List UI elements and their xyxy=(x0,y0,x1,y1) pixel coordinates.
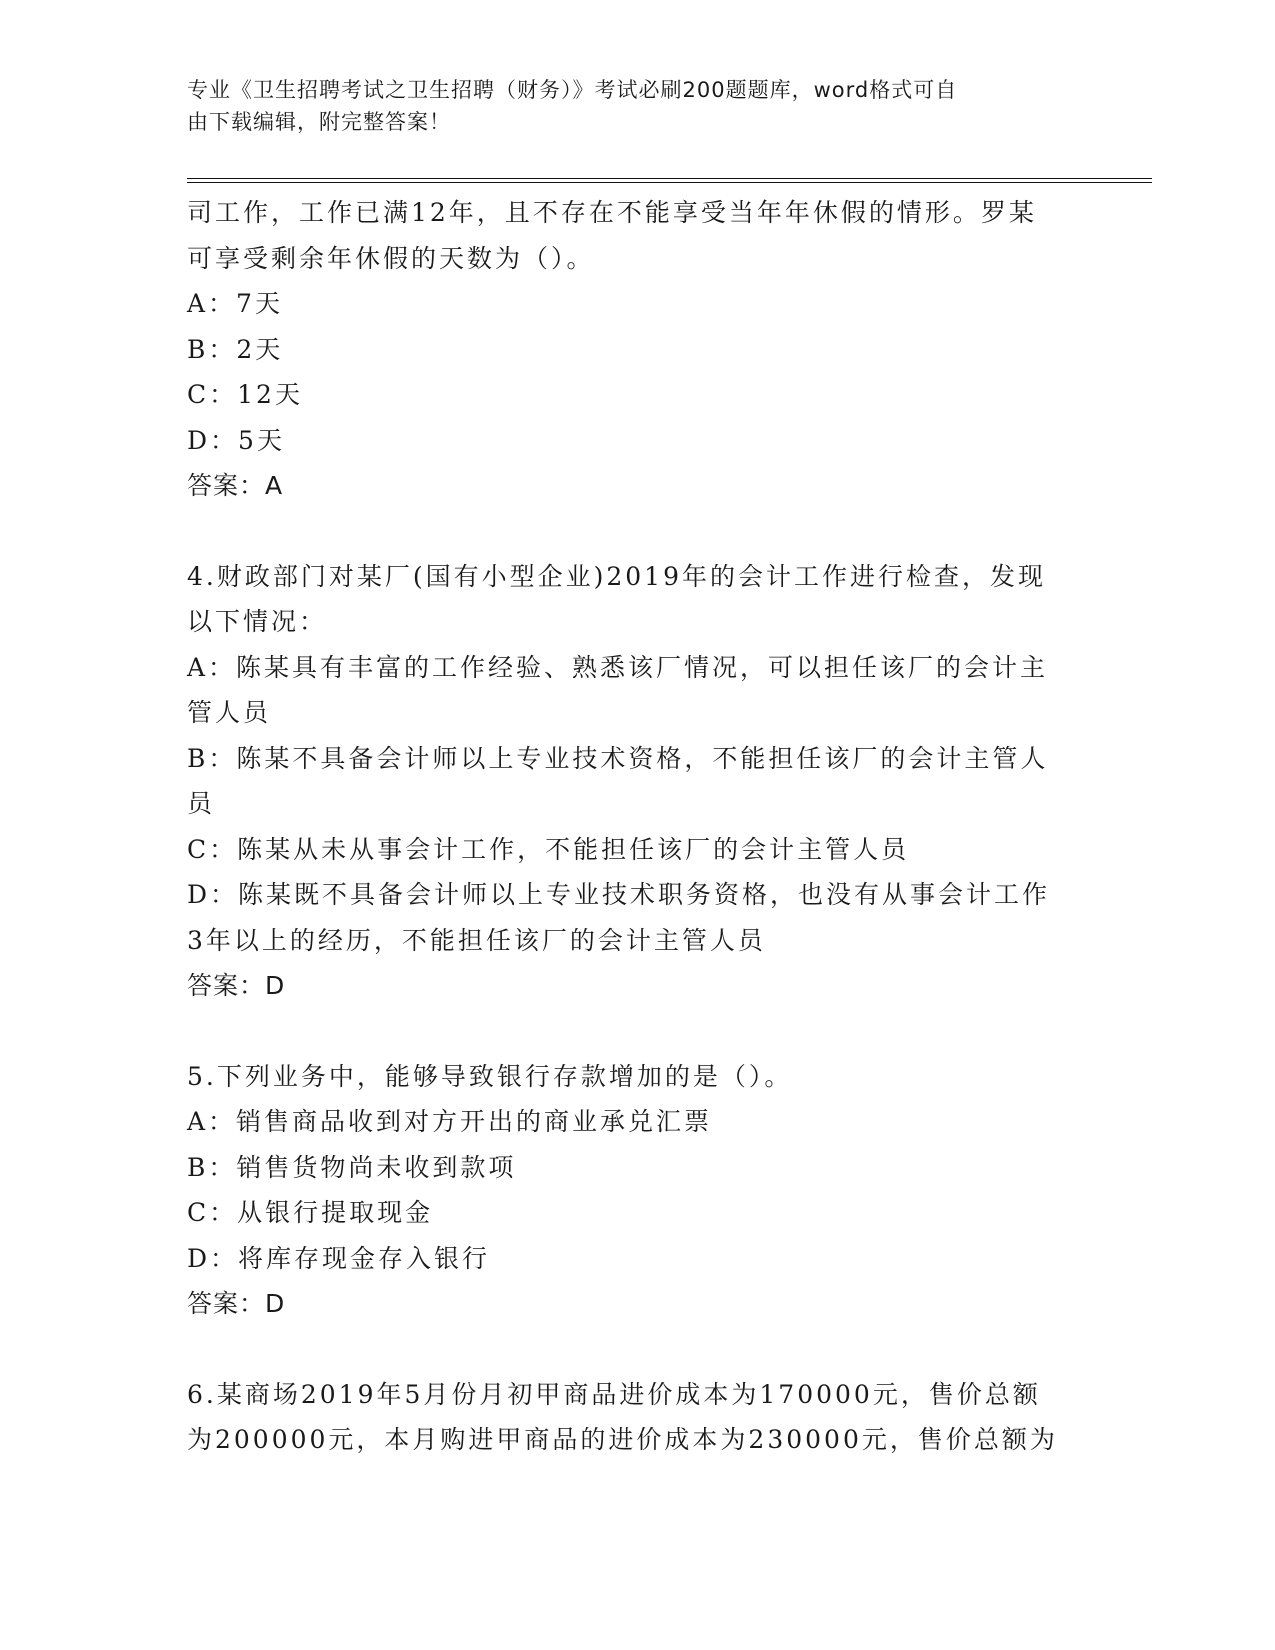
option-d: D：陈某既不具备会计师以上专业技术职务资格，也没有从事会计工作 xyxy=(187,880,1051,909)
question-stem: 5.下列业务中，能够导致银行存款增加的是（）。 xyxy=(187,1061,793,1091)
option-b: B：陈某不具备会计师以上专业技术资格，不能担任该厂的会计主管人 xyxy=(187,743,1049,773)
option-a: A：销售商品收到对方开出的商业承兑汇票 xyxy=(187,1107,713,1136)
question-stem: 以下情况： xyxy=(187,607,328,636)
spacer xyxy=(187,1009,1067,1054)
option-d: D：将库存现金存入银行 xyxy=(187,1243,491,1273)
question-stem: 司工作，工作已满12年，且不存在不能享受当年年休假的情形。罗某 xyxy=(187,198,1037,227)
header-title-line-2: 由下载编辑，附完整答案！ xyxy=(187,110,451,134)
option-c: C：陈某从未从事会计工作，不能担任该厂的会计主管人员 xyxy=(187,834,910,864)
option-d-continued: 3年以上的经历，不能担任该厂的会计主管人员 xyxy=(187,925,766,955)
answer: 答案：D xyxy=(187,1289,286,1318)
header-divider-bottom xyxy=(187,182,1152,183)
option-a: A：陈某具有丰富的工作经验、熟悉该厂情况，可以担任该厂的会计主 xyxy=(187,652,1049,682)
spacer xyxy=(187,509,1067,554)
spacer xyxy=(187,1327,1067,1372)
option-b-continued: 员 xyxy=(187,789,216,818)
question-3 xyxy=(187,190,1067,509)
answer: 答案：A xyxy=(187,471,284,500)
option-c: C：从银行提取现金 xyxy=(187,1198,434,1227)
question-stem: 6.某商场2019年5月份月初甲商品进价成本为170000元，售价总额 xyxy=(187,1379,1041,1409)
header-divider-top xyxy=(187,178,1152,179)
option-c: C：12天 xyxy=(187,380,303,409)
question-stem: 为200000元，本月购进甲商品的进价成本为230000元，售价总额为 xyxy=(187,1425,1058,1454)
option-b: B：销售货物尚未收到款项 xyxy=(187,1152,517,1182)
question-5 xyxy=(187,1054,1067,1327)
document-body xyxy=(187,190,1067,1463)
question-stem: 4.财政部门对某厂(国有小型企业)2019年的会计工作进行检查，发现 xyxy=(187,561,1046,591)
header-title-line-1: 专业《卫生招聘考试之卫生招聘（财务）》考试必刷200题题库，word格式可自 xyxy=(187,78,958,102)
option-a-continued: 管人员 xyxy=(187,698,272,727)
option-d: D：5天 xyxy=(187,425,285,455)
answer: 答案：D xyxy=(187,971,286,1000)
option-b: B：2天 xyxy=(187,334,284,364)
question-stem: 可享受剩余年休假的天数为（）。 xyxy=(187,243,595,273)
option-a: A：7天 xyxy=(187,289,283,318)
question-4 xyxy=(187,554,1067,1009)
page-header xyxy=(187,74,1067,138)
question-6 xyxy=(187,1372,1067,1463)
